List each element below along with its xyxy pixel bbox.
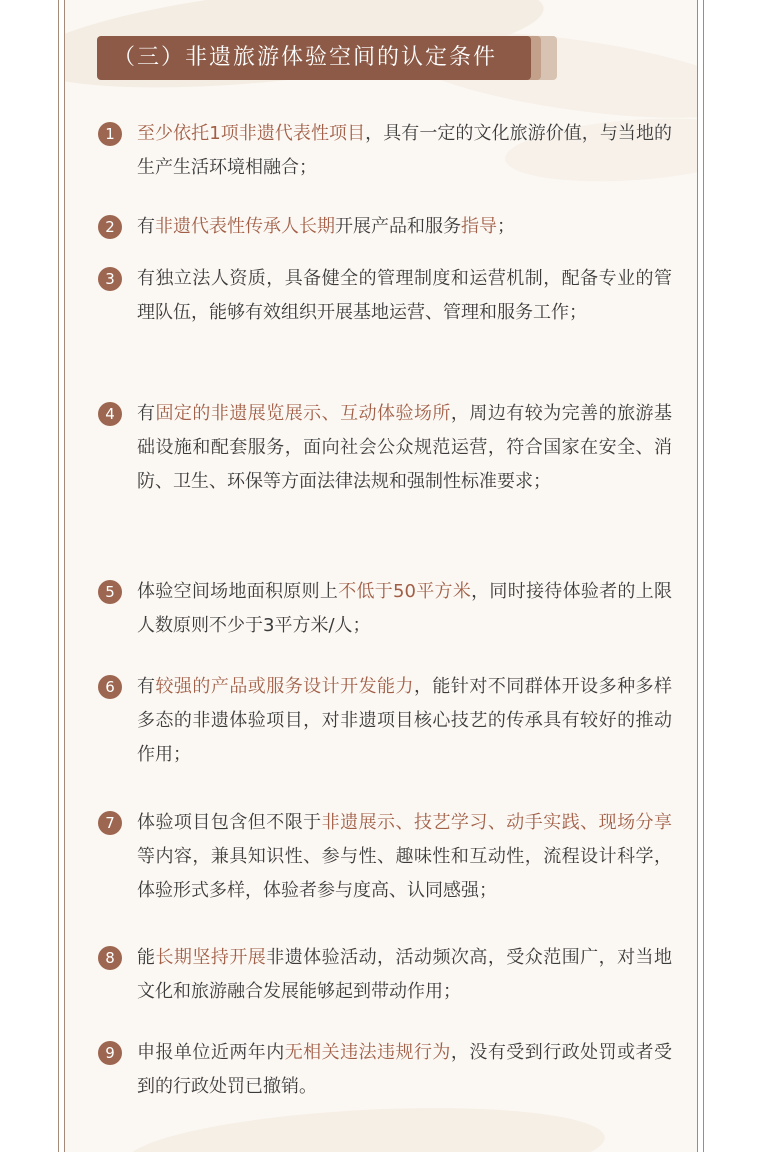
title-tab-main xyxy=(97,36,531,80)
item-text xyxy=(137,670,672,772)
body-text: 体验空间场地面积原则上 xyxy=(137,581,339,602)
section-title-tab xyxy=(97,36,557,80)
body-text: 开展产品和服务 xyxy=(335,216,461,237)
body-text: 等内容，兼具知识性、参与性、趣味性和互动性，流程设计科学，体验形式多样，体验者参与度高、认同感强； xyxy=(137,846,672,901)
highlight-text: 至少依托1项非遗代表性项目 xyxy=(137,123,366,144)
highlight-text: 固定的非遗展览展示、互动体验场所 xyxy=(155,403,451,424)
item-text xyxy=(137,575,672,643)
highlight-text: 非遗代表性传承人长期 xyxy=(155,216,335,237)
number-badge: 4 xyxy=(98,402,122,426)
highlight-text: 非遗展示、技艺学习、动手实践、现场分享 xyxy=(321,812,673,833)
item-text xyxy=(137,806,672,908)
body-text: ，没有受到行政处罚或者受到的行政处罚已撤销。 xyxy=(137,1042,673,1097)
background-swirl xyxy=(123,1097,607,1152)
body-text: 申报单位近两年内 xyxy=(137,1042,285,1063)
item-text xyxy=(137,210,672,244)
section-title: （三）非遗旅游体验空间的认定条件 xyxy=(113,45,498,70)
body-text: ； xyxy=(497,216,515,237)
body-text: 体验项目包含但不限于 xyxy=(137,812,322,833)
highlight-text: 不低于50平方米 xyxy=(338,581,472,602)
highlight-text: 指导 xyxy=(461,216,497,237)
body-text: 有 xyxy=(137,216,155,237)
number-badge: 8 xyxy=(98,946,122,970)
body-text: ，同时接待体验者的上限人数原则不少于3平方米/人； xyxy=(137,581,673,636)
number-badge: 5 xyxy=(98,580,122,604)
body-text: 有独立法人资质，具备健全的管理制度和运营机制，配备专业的管理队伍，能够有效组织开展基地运营、管理和服务工作； xyxy=(137,268,672,323)
number-badge: 1 xyxy=(98,122,122,146)
body-text: ，能针对不同群体开设多种多样多态的非遗体验项目，对非遗项目核心技艺的传承具有较好的推动作用； xyxy=(137,676,673,765)
item-text xyxy=(137,941,672,1009)
body-text: 有 xyxy=(137,403,156,424)
highlight-text: 较强的产品或服务设计开发能力 xyxy=(155,676,414,697)
number-badge: 2 xyxy=(98,215,122,239)
item-text xyxy=(137,397,672,499)
number-badge: 6 xyxy=(98,675,122,699)
body-text: ，具有一定的文化旅游价值，与当地的生产生活环境相融合； xyxy=(137,123,673,178)
item-text xyxy=(137,1036,672,1104)
highlight-text: 长期坚持开展 xyxy=(155,947,267,968)
frame-border-left-outer xyxy=(58,0,59,1152)
highlight-text: 无相关违法违规行为 xyxy=(284,1042,451,1063)
item-text xyxy=(137,262,672,330)
body-text: 非遗体验活动，活动频次高，受众范围广，对当地文化和旅游融合发展能够起到带动作用； xyxy=(137,947,673,1002)
frame-border-right-inner xyxy=(697,0,698,1152)
frame-border-right-outer xyxy=(703,0,704,1152)
number-badge: 9 xyxy=(98,1041,122,1065)
body-text: 能 xyxy=(137,947,156,968)
body-text: 有 xyxy=(137,676,156,697)
item-text xyxy=(137,117,672,185)
body-text: ，周边有较为完善的旅游基础设施和配套服务，面向社会公众规范运营，符合国家在安全、消防、卫生、环保等方面法律法规和强制性标准要求； xyxy=(137,403,673,492)
number-badge: 3 xyxy=(98,267,122,291)
number-badge: 7 xyxy=(98,811,122,835)
